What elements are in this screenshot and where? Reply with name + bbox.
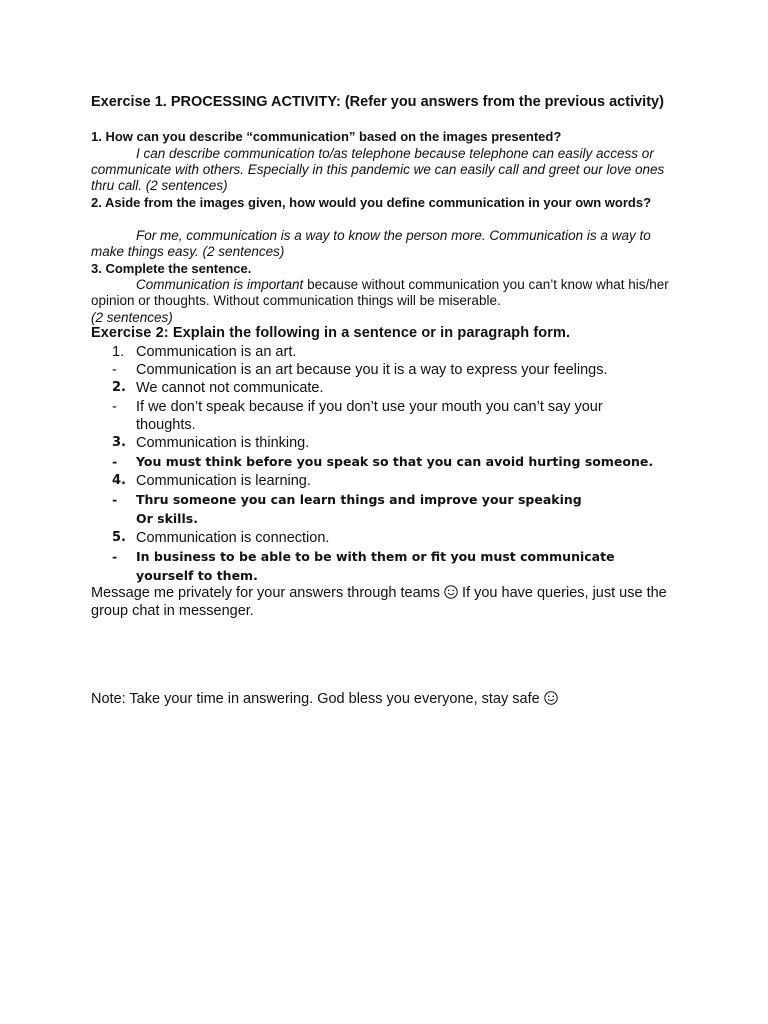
list-item [112,490,672,509]
list-marker: - [112,454,118,469]
list-item [112,361,672,379]
list-item-text: Communication is thinking. [136,435,310,451]
list-item [112,343,672,361]
answer-2 [91,228,681,260]
list-item [112,398,632,434]
list-marker: - [112,362,117,378]
list-marker: 1. [112,344,125,360]
list-item-text: Or skills. [136,511,198,526]
note-text: Note: Take your time in answering. God bless you everyone, stay safe [91,691,544,707]
list-marker: - [112,549,118,564]
answer-3-note: (2 sentences) [91,310,173,325]
list-marker: 4. [112,473,126,488]
exercise1-title: Exercise 1. PROCESSING ACTIVITY: (Refer you answers from the previous activity) [91,94,664,110]
list-marker: - [112,492,118,507]
list-item-text: You must think before you speak so that you can avoid hurting someone. [136,454,654,469]
question-2: 2. Aside from the images given, how would you define communication in your own words? [91,195,652,210]
list-item-text: Communication is learning. [136,473,311,489]
answer-3-rest: because without communication you can’t know what his/her opinion or thoughts. Without communication things will be miserable. [91,277,669,308]
list-item [112,452,672,471]
exercise2-title: Exercise 2: Explain the following in a sentence or in paragraph form. [91,325,571,341]
question-1: 1. How can you describe “communication” based on the images presented? [91,129,562,144]
list-item-text: In business to be able to be with them or fit you must communicate yourself to them. [136,549,615,583]
list-item-text: Communication is connection. [136,530,330,546]
list-item-text: We cannot not communicate. [136,380,324,396]
list-marker: 2. [112,380,126,395]
list-item-text: Communication is an art. [136,344,297,360]
message-text-before: Message me privately for your answers through teams [91,585,444,601]
list-item [112,547,672,585]
smiley-face-icon [544,691,558,705]
list-item-text: Communication is an art because you it is a way to express your feelings. [136,362,608,378]
list-item-text: Thru someone you can learn things and improve your speaking [136,492,582,507]
list-marker: - [112,399,117,415]
list-item [112,434,672,452]
list-item [112,472,672,490]
list-marker: 3. [112,435,126,450]
message-text-after: If you have queries, just use the group chat in messenger. [91,585,667,619]
list-marker: 5. [112,530,126,545]
answer-1-text: I can describe communication to/as telephone because telephone can easily access or communicate with others. Especially in this pandemic we can easily call and greet our love ones thru call. (2 sentences) [91,146,665,193]
answer-1 [91,146,681,194]
list-item [112,379,672,397]
question-3: 3. Complete the sentence. [91,261,252,276]
answer-3 [91,277,681,309]
list-item [112,529,672,547]
smiley-face-icon [444,585,458,599]
answer-3-italic: Communication is important [136,277,304,292]
answer-2-text: For me, communication is a way to know the person more. Communication is a way to make things easy. (2 sentences) [91,228,651,259]
note-paragraph [91,690,681,708]
list-item-text: If we don’t speak because if you don’t use your mouth you can’t say your thoughts. [136,399,603,433]
message-paragraph [91,584,681,620]
list-item [112,509,672,528]
